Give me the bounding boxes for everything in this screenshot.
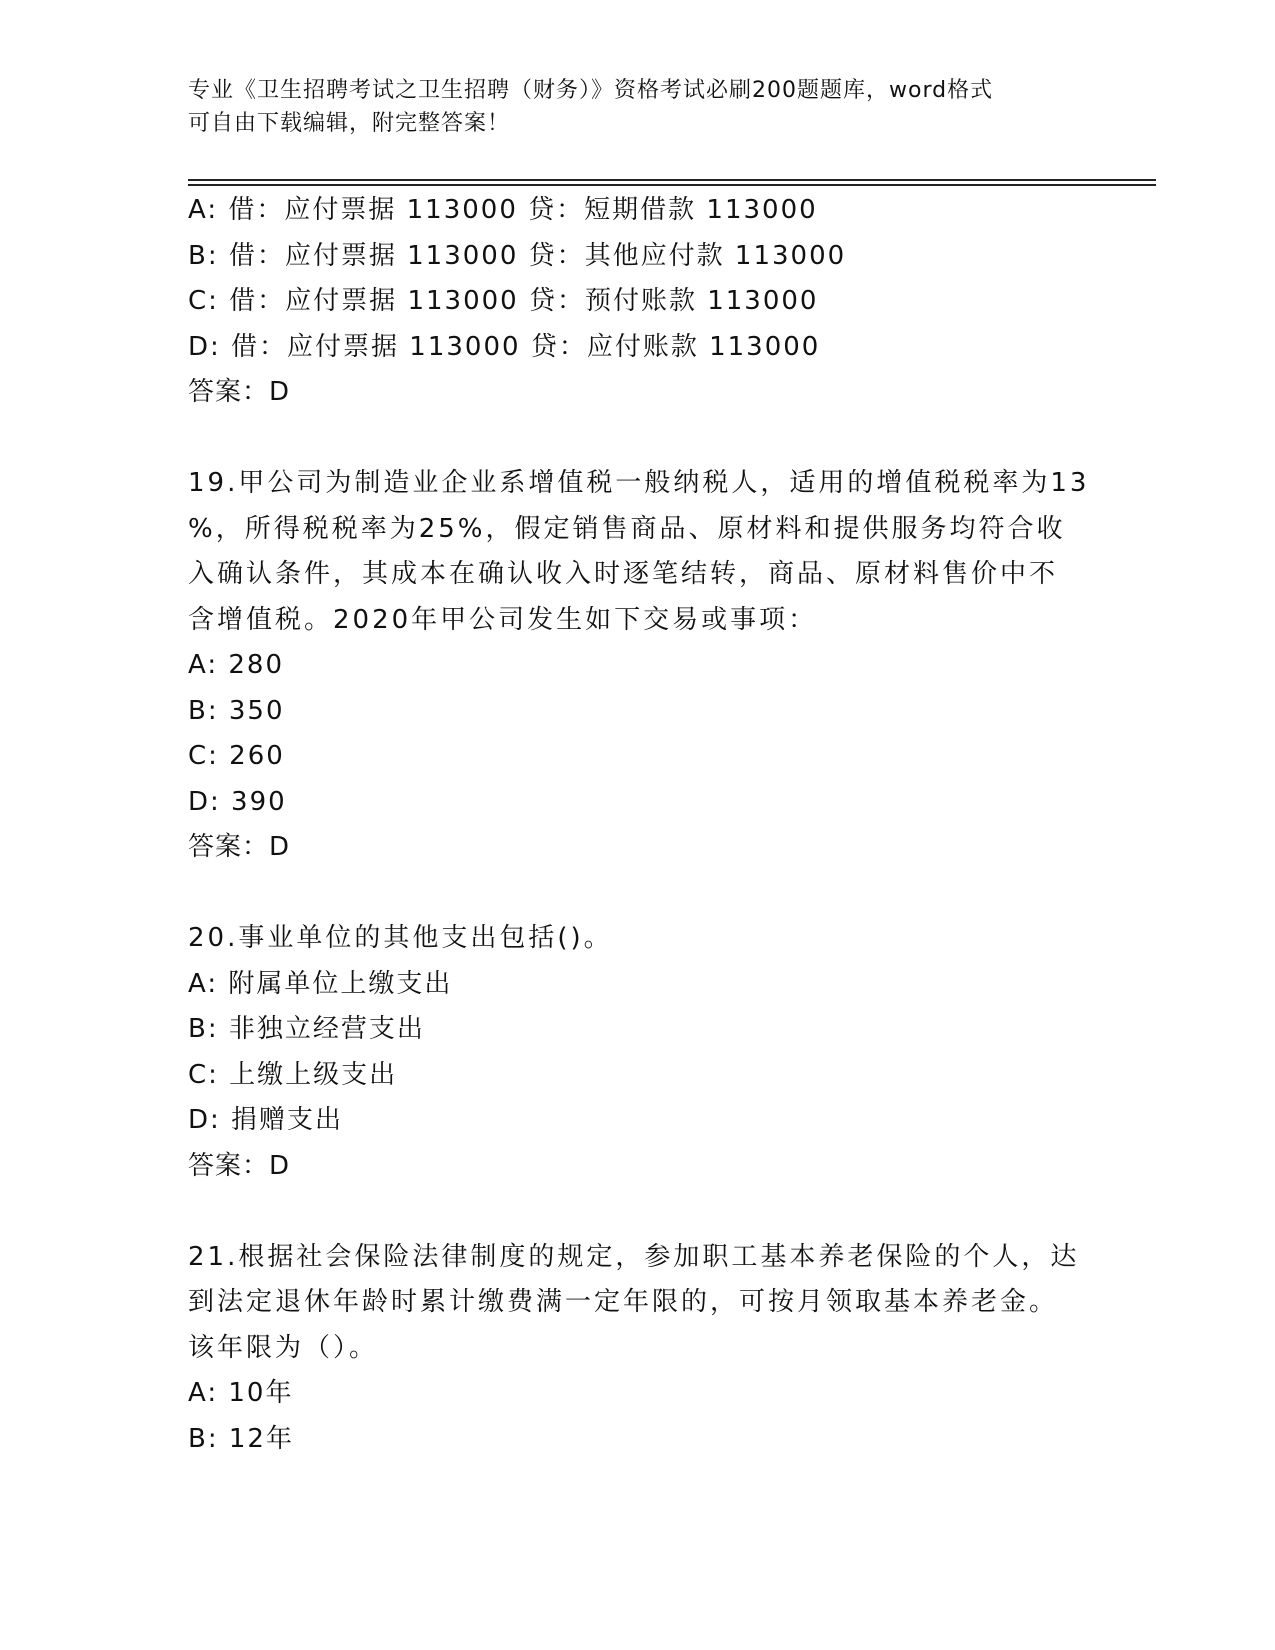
option-d: D: 390 — [188, 786, 287, 817]
spacer — [188, 871, 1088, 917]
question-stem-line: 到法定退休年龄时累计缴费满一定年限的，可按月领取基本养老金。 — [188, 1287, 1059, 1317]
option-d: D: 捐赠支出 — [188, 1105, 344, 1135]
option-a: A: 附属单位上缴支出 — [188, 968, 453, 999]
question-stem-line: %，所得税税率为25%，假定销售商品、原材料和提供服务均符合收 — [188, 513, 1066, 544]
option-c: C: 借：应付票据 113000 贷：预付账款 113000 — [188, 286, 819, 316]
question-18 — [188, 188, 1088, 416]
answer: 答案：D — [188, 832, 291, 862]
option-b: B: 350 — [188, 695, 285, 726]
option-b: B: 借：应付票据 113000 贷：其他应付款 113000 — [188, 240, 847, 271]
question-21 — [188, 1235, 1088, 1463]
answer: 答案：D — [188, 377, 291, 407]
question-20 — [188, 916, 1088, 1189]
option-a: A: 280 — [188, 650, 284, 680]
option-a: A: 10年 — [188, 1378, 294, 1408]
header-line-2: 可自由下载编辑，附完整答案！ — [188, 111, 511, 136]
question-stem-line: 21.根据社会保险法律制度的规定，参加职工基本养老保险的个人，达 — [188, 1241, 1080, 1272]
question-list — [188, 188, 1088, 1462]
document-header — [188, 74, 1068, 140]
option-c: C: 260 — [188, 741, 285, 771]
spacer — [188, 1189, 1088, 1235]
question-stem-line: 19.甲公司为制造业企业系增值税一般纳税人，适用的增值税税率为13 — [188, 468, 1090, 498]
question-stem-line: 该年限为（）。 — [188, 1332, 379, 1363]
question-stem-line: 入确认条件，其成本在确认收入时逐笔结转，商品、原材料售价中不 — [188, 559, 1059, 589]
option-b: B: 非独立经营支出 — [188, 1014, 425, 1044]
header-line-1: 专业《卫生招聘考试之卫生招聘（财务）》资格考试必刷200题题库，word格式 — [188, 78, 994, 103]
option-c: C: 上缴上级支出 — [188, 1059, 398, 1090]
answer: 答案：D — [188, 1150, 291, 1181]
question-stem-line: 含增值税。2020年甲公司发生如下交易或事项： — [188, 604, 818, 635]
header-rule-top — [188, 179, 1156, 181]
option-a: A: 借：应付票据 113000 贷：短期借款 113000 — [188, 195, 818, 225]
spacer — [188, 416, 1088, 462]
option-b: B: 12年 — [188, 1423, 294, 1454]
question-19 — [188, 461, 1088, 871]
question-stem-line: 20.事业单位的其他支出包括()。 — [188, 923, 613, 953]
option-d: D: 借：应付票据 113000 贷：应付账款 113000 — [188, 331, 821, 362]
header-rule-bottom — [188, 184, 1156, 186]
